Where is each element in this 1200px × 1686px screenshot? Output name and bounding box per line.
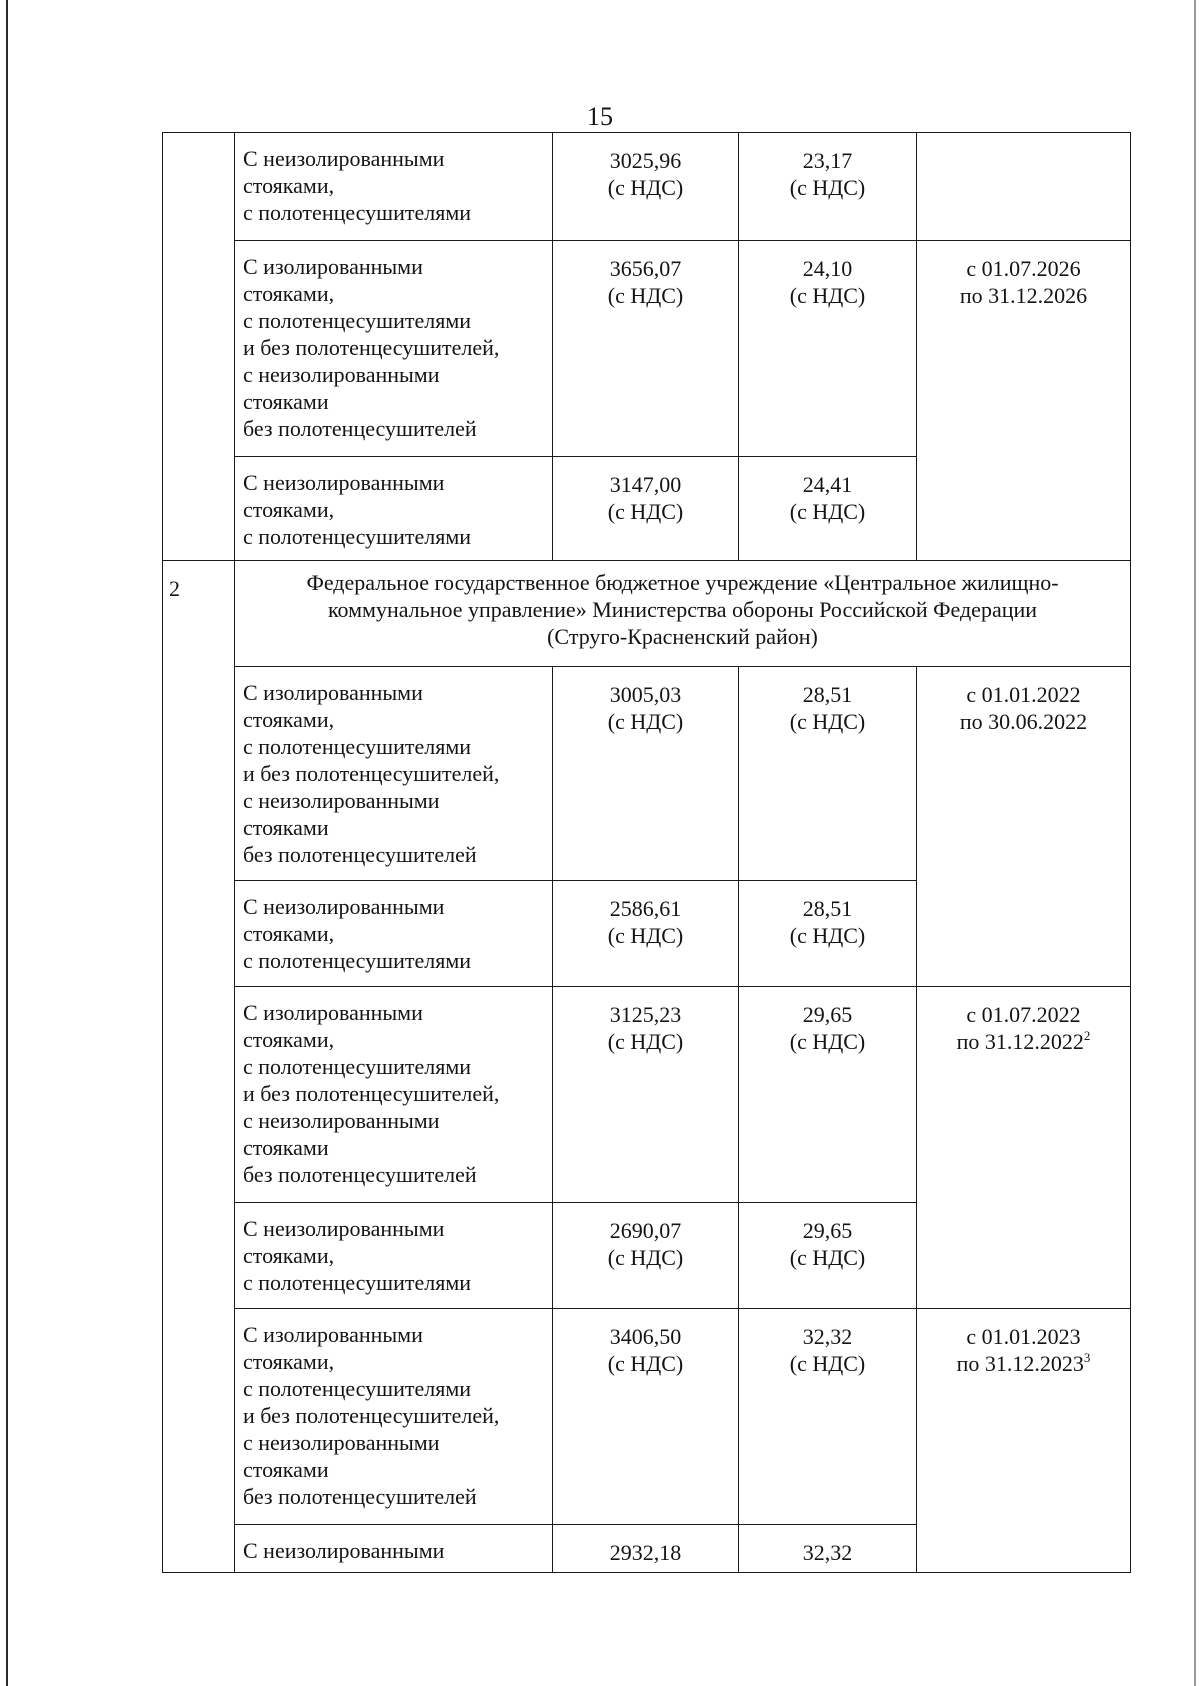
description-line: без полотенцесушителей [243,1162,477,1187]
value2-amount: 28,51 [802,682,853,707]
value2-cell [739,457,917,561]
value1-amount: 2690,07 [609,1218,682,1243]
description-cell [235,133,553,241]
period-from: с 01.07.2026 [966,256,1081,281]
value2-cell [739,1525,917,1573]
value1-cell [553,881,739,987]
value2-amount: 29,65 [802,1218,853,1243]
description-line: стояками, [243,1349,335,1374]
period-cell [917,987,1131,1309]
value2-cell [739,133,917,241]
description-cell [235,1203,553,1309]
value2-vat-note: (с НДС) [789,499,866,524]
description-line: С неизолированными [243,146,445,171]
scan-edge-right [1194,0,1196,1686]
value1-cell [553,1525,739,1573]
description-cell [235,667,553,881]
period-cell [917,667,1131,987]
value2-amount: 28,51 [802,896,853,921]
value2-amount: 29,65 [802,1002,853,1027]
value2-cell [739,1203,917,1309]
period-to: по 31.12.2023 [956,1351,1084,1376]
value2-cell [739,241,917,457]
value1-vat-note: (с НДС) [607,923,684,948]
period-cell [917,241,1131,561]
description-line: С неизолированными [243,894,445,919]
description-line: С изолированными [243,1000,423,1025]
description-line: без полотенцесушителей [243,842,477,867]
description-line: стояками, [243,173,335,198]
table-row [163,987,1131,1203]
value2-cell [739,881,917,987]
description-line: С неизолированными [243,1216,445,1241]
description-line: и без полотенцесушителей, [243,1403,500,1428]
description-line: с полотенцесушителями [243,200,472,225]
description-line: стояками [243,1135,329,1160]
value2-vat-note: (с НДС) [789,709,866,734]
description-line: с полотенцесушителями [243,948,472,973]
value2-amount: 24,41 [802,472,853,497]
description-line: С неизолированными [243,1538,445,1563]
organization-cell [235,561,1131,667]
description-line: стояками, [243,497,335,522]
value1-vat-note: (с НДС) [607,499,684,524]
description-line: с неизолированными [243,1108,440,1133]
value1-cell [553,667,739,881]
description-line: с неизолированными [243,788,440,813]
description-line: стояками, [243,1243,335,1268]
description-line: с полотенцесушителями [243,1054,472,1079]
description-cell [235,1525,553,1573]
value1-vat-note: (с НДС) [607,1245,684,1270]
value1-cell [553,1309,739,1525]
description-line: с неизолированными [243,362,440,387]
description-cell [235,241,553,457]
description-cell [235,881,553,987]
scan-edge-left [6,0,8,1686]
description-line: с неизолированными [243,1430,440,1455]
table-row [163,133,1131,241]
row-number-cell: 2 [163,561,235,1573]
description-cell [235,987,553,1203]
description-line: с полотенцесушителями [243,1376,472,1401]
description-line: и без полотенцесушителей, [243,1081,500,1106]
value1-amount: 3125,23 [609,1002,682,1027]
value1-vat-note: (с НДС) [607,175,684,200]
period-from: с 01.01.2022 [966,682,1081,707]
period-cell [917,133,1131,241]
value2-cell [739,667,917,881]
organization-line: коммунальное управление» Министерства обороны Российской Федерации [327,597,1038,622]
value1-amount: 2932,18 [609,1540,682,1565]
description-cell [235,457,553,561]
description-line: с полотенцесушителями [243,734,472,759]
description-line: стояками, [243,281,335,306]
value2-vat-note: (с НДС) [789,923,866,948]
period-to: по 30.06.2022 [959,709,1088,734]
period-to: по 31.12.2026 [959,283,1088,308]
description-line: и без полотенцесушителей, [243,761,500,786]
value2-amount: 32,32 [802,1540,853,1565]
period-to-with-footnote [921,1350,1126,1377]
value1-amount: 3656,07 [609,256,682,281]
value1-amount: 2586,61 [609,896,682,921]
value1-vat-note: (с НДС) [607,709,684,734]
value2-cell [739,987,917,1203]
table-row [163,561,1131,667]
value2-cell [739,1309,917,1525]
row-number-cell [163,133,235,561]
footnote-marker: 2 [1083,1027,1091,1043]
description-line: стояками, [243,1027,335,1052]
description-line: стояками [243,1457,329,1482]
description-line: с полотенцесушителями [243,524,472,549]
organization-line: (Струго-Красненский район) [547,624,818,649]
description-line: стояками [243,815,329,840]
organization-line: Федеральное государственное бюджетное учреждение «Центральное жилищно- [306,570,1059,595]
value2-vat-note: (с НДС) [789,175,866,200]
value2-amount: 23,17 [802,148,853,173]
description-line: С изолированными [243,680,423,705]
page-number: 15 [587,102,613,131]
value2-vat-note: (с НДС) [789,1029,866,1054]
table-row [163,1309,1131,1525]
description-line: С неизолированными [243,470,445,495]
period-cell [917,1309,1131,1573]
period-from: с 01.07.2022 [966,1002,1081,1027]
description-line: стояками, [243,707,335,732]
value1-amount: 3406,50 [609,1324,682,1349]
description-line: без полотенцесушителей [243,1484,477,1509]
value1-cell [553,241,739,457]
description-line: С изолированными [243,1322,423,1347]
period-to: по 31.12.2022 [956,1029,1084,1054]
description-line: стояками [243,389,329,414]
description-line: без полотенцесушителей [243,416,477,441]
value2-vat-note: (с НДС) [789,283,866,308]
value1-cell [553,457,739,561]
value1-cell [553,1203,739,1309]
description-line: С изолированными [243,254,423,279]
value1-cell [553,987,739,1203]
description-line: с полотенцесушителями [243,1270,472,1295]
value1-vat-note: (с НДС) [607,1029,684,1054]
value2-vat-note: (с НДС) [789,1351,866,1376]
value1-cell [553,133,739,241]
value1-amount: 3005,03 [609,682,682,707]
description-line: с полотенцесушителями [243,308,472,333]
value1-vat-note: (с НДС) [607,1351,684,1376]
description-cell [235,1309,553,1525]
description-line: стояками, [243,921,335,946]
value2-vat-note: (с НДС) [789,1245,866,1270]
value1-amount: 3025,96 [609,148,682,173]
table-row [163,667,1131,881]
value2-amount: 24,10 [802,256,853,281]
footnote-marker: 3 [1083,1349,1091,1365]
period-to-with-footnote [921,1028,1126,1055]
value2-amount: 32,32 [802,1324,853,1349]
value1-vat-note: (с НДС) [607,283,684,308]
tariff-table [162,132,1131,1573]
period-from: с 01.01.2023 [966,1324,1081,1349]
description-line: и без полотенцесушителей, [243,335,500,360]
value1-amount: 3147,00 [609,472,682,497]
table-row [163,241,1131,457]
